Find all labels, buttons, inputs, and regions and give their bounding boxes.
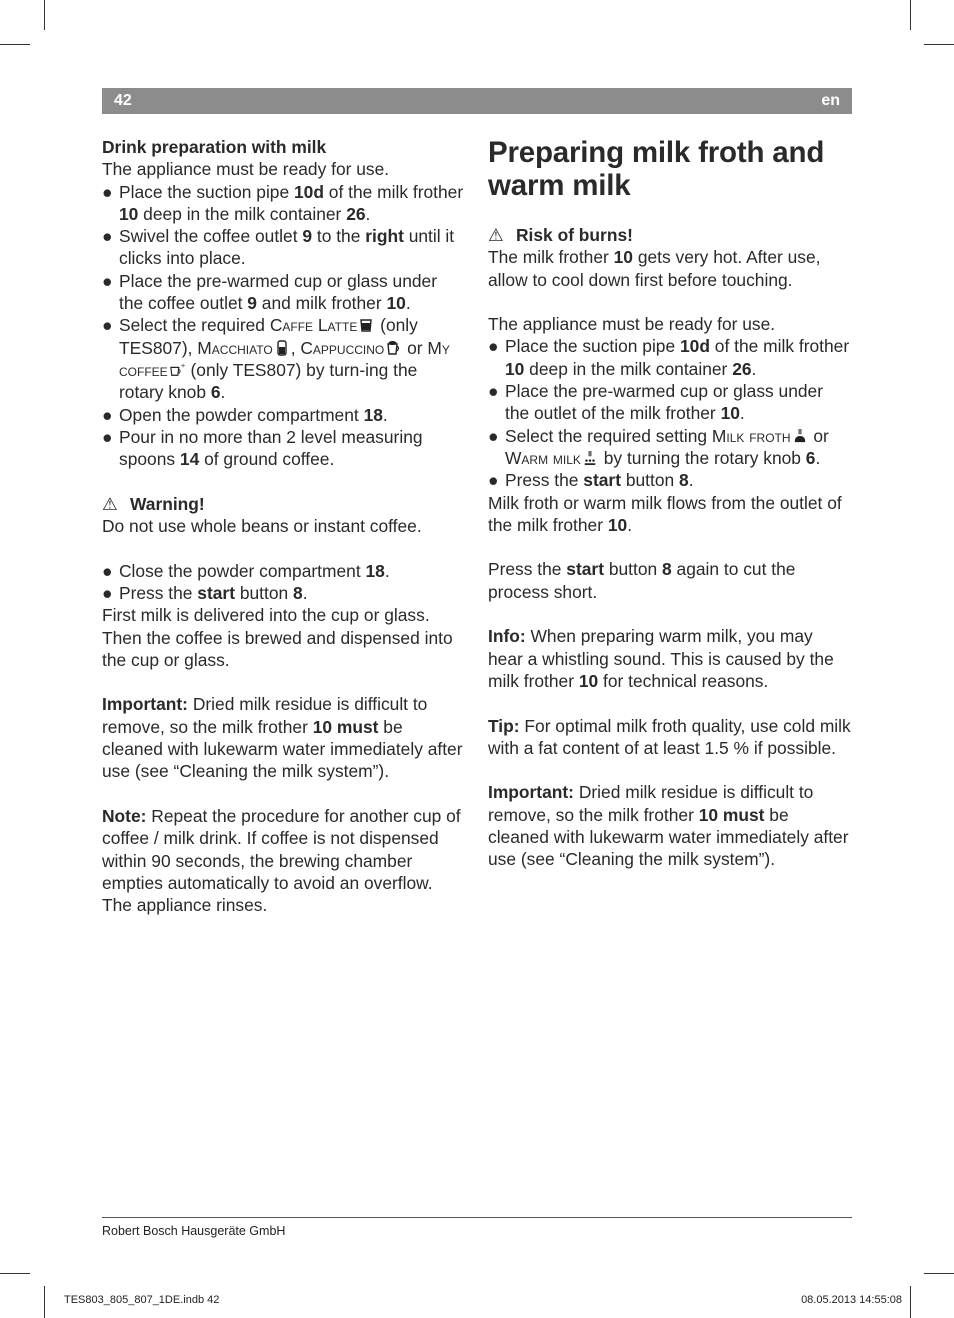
milk-froth-icon (793, 428, 807, 444)
list-item: ● Place the suction pipe 10d of the milk frother 10 deep in the milk container 26. (488, 336, 850, 379)
note-paragraph: Note: Repeat the procedure for another cup of coffee / milk drink. If coffee is not dispensed within 90 seconds, the brewing chamber empties automatically to avoid an overflow. The appliance rinses. (102, 805, 461, 916)
left-column (102, 136, 466, 916)
right-column (488, 136, 852, 871)
bullet: ● (488, 425, 499, 446)
page-number: 42 (114, 92, 132, 109)
bullet: ● (102, 404, 113, 425)
bullet: ● (488, 470, 499, 491)
my-coffee-icon (170, 362, 184, 378)
bullet: ● (102, 426, 113, 447)
important-paragraph: Important: Dried milk residue is difficult to remove, so the milk frother 10 must be cleaned with lukewarm water immediately after use (see “Cleaning the milk system”). (102, 694, 463, 782)
risk-heading: ⚠ Risk of burns! (488, 225, 633, 245)
bullet: ● (102, 226, 113, 247)
footer-company: Robert Bosch Hausgeräte GmbH (102, 1224, 286, 1238)
bullet: ● (102, 315, 113, 336)
warning-text: Do not use whole beans or instant coffee. (102, 516, 422, 537)
footer-rule (102, 1217, 852, 1218)
info-paragraph: Info: When preparing warm milk, you may hear a whistling sound. This is caused by the milk frother 10 for technical reasons. (488, 626, 834, 691)
macchiato-icon (275, 340, 289, 356)
crop-mark (0, 44, 30, 45)
list-item: ● Place the suction pipe 10d of the milk frother 10 deep in the milk container 26. (102, 181, 464, 224)
warning-icon: ⚠ (488, 225, 504, 245)
crop-mark (924, 1273, 954, 1274)
list-item: ● Press the start button 8. (488, 470, 694, 491)
page-title: Preparing milk froth and warm milk (488, 136, 825, 202)
list-item: ● Press the start button 8. (102, 582, 308, 603)
crop-mark (44, 1286, 45, 1318)
caffe-latte-icon (359, 317, 373, 333)
result-text: Milk froth or warm milk flows from the outlet of the milk frother 10. (488, 492, 842, 535)
bullet: ● (102, 560, 113, 581)
language-code: en (821, 92, 840, 109)
risk-text: The milk frother 10 gets very hot. After use, allow to cool down first before touching. (488, 247, 821, 290)
warning-heading: ⚠ Warning! (102, 493, 205, 514)
section-heading: Drink preparation with milk (102, 137, 327, 157)
bullet: ● (102, 582, 113, 603)
crop-mark (910, 0, 911, 30)
bullet: ● (488, 336, 499, 357)
crop-mark (910, 1286, 911, 1318)
header-bar (102, 88, 852, 114)
list-item: ● Swivel the coffee outlet 9 to the right until it clicks into place. (102, 226, 455, 269)
intro-text: The appliance must be ready for use. (488, 314, 776, 335)
tip-paragraph: Tip: For optimal milk froth quality, use cold milk with a fat content of at least 1.5 % if possible. (488, 715, 851, 758)
list-item: ● Place the pre-warmed cup or glass under the coffee outlet 9 and milk frother 10. (102, 270, 438, 314)
list-item: ● Close the powder compartment 18. (102, 560, 390, 581)
list-item: ● Place the pre-warmed cup or glass under the outlet of the milk frother 10. (488, 381, 824, 424)
slug-date: 08.05.2013 14:55:08 (801, 1294, 902, 1306)
list-item-select-drink: ● Select the required Caffe Latte (only TES807), Macchiato , Cappuccino or My coffee + (only TES807) by turn-ing the rotary knob 6. (102, 315, 450, 403)
bullet: ● (102, 270, 113, 291)
list-item: ● Open the powder compartment 18. (102, 404, 388, 425)
intro-text: The appliance must be ready for use. (102, 159, 390, 180)
svg-text:+: + (180, 362, 186, 370)
crop-mark (44, 0, 45, 30)
result-text: First milk is delivered into the cup or glass. Then the coffee is brewed and dispensed into the cup or glass. (102, 605, 453, 670)
list-item-select-setting: ● Select the required setting Milk froth or Warm milk by turning the rotary knob 6. (488, 425, 829, 468)
important-paragraph: Important: Dried milk residue is difficult to remove, so the milk frother 10 must be cleaned with lukewarm water immediately after use (see “Cleaning the milk system”). (488, 782, 849, 870)
cappuccino-icon (386, 340, 400, 356)
crop-mark (0, 1273, 30, 1274)
warning-icon: ⚠ (102, 493, 118, 514)
list-item: ● Pour in no more than 2 level measuring spoons 14 of ground coffee. (102, 426, 423, 470)
stop-instruction: Press the start button 8 again to cut the process short. (488, 559, 796, 602)
bullet: ● (488, 381, 499, 402)
warm-milk-icon (583, 450, 597, 466)
crop-mark (924, 44, 954, 45)
slug-file: TES803_805_807_1DE.indb 42 (64, 1294, 220, 1306)
bullet: ● (102, 181, 113, 202)
